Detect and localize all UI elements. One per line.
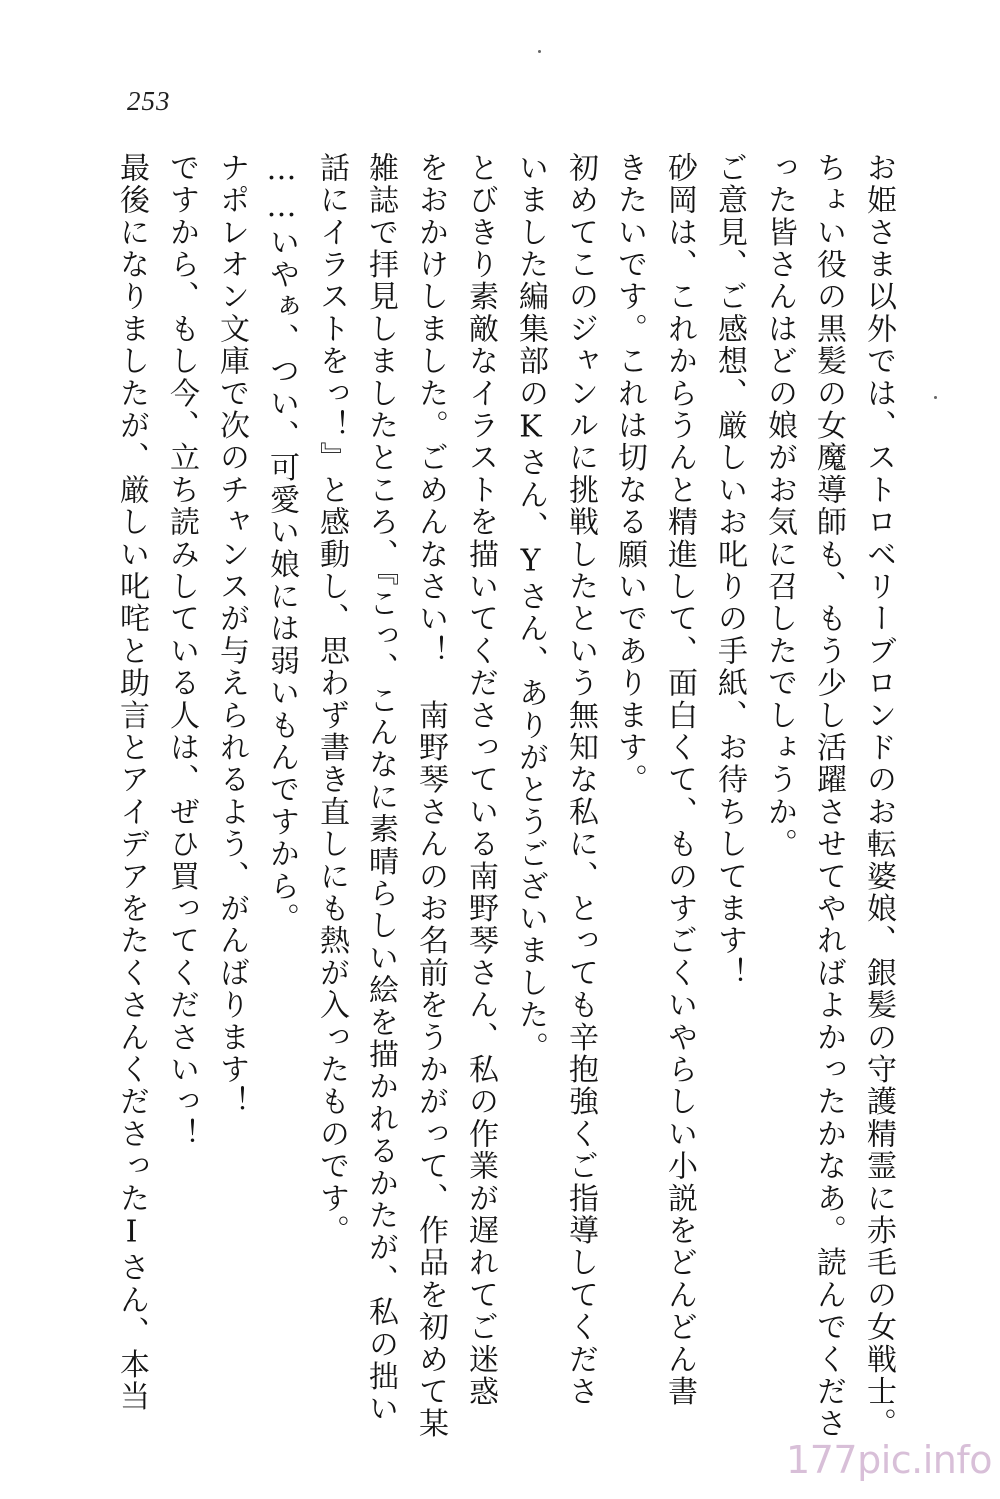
text-column: ですから、もし今、立ち読みしている人は、ぜひ買ってくださいっ！	[164, 152, 199, 1151]
watermark: 177pic.info	[786, 1438, 992, 1482]
text-column: ……いやぁ、つい、可愛い娘には弱いもんですから。	[264, 152, 299, 935]
text-column: ご意見、ご感想、厳しいお叱りの手紙、お待ちしてます！	[712, 152, 747, 990]
scan-speck	[538, 50, 541, 53]
text-column: いました編集部のKさん、Yさん、ありがとうございました。	[513, 152, 548, 1064]
text-column: 最後になりましたが、厳しい叱咤と助言とアイデアをたくさんくださったIさん、本当	[114, 152, 149, 1413]
text-column: きたいです。これは切なる願いであります。	[612, 152, 647, 796]
text-column: 初めてこのジャンルに挑戦したという無知な私に、とっても辛抱強くご指導してくださ	[563, 152, 598, 1408]
text-column: 雑誌で拝見しましたところ、『こっ、こんなに素晴らしい絵を描かれるかたが、私の拙い	[363, 152, 398, 1425]
text-column: ちょい役の黒髪の女魔導師も、もう少し活躍させてやればよかったかなあ。読んでくださ	[811, 152, 846, 1440]
page-number: 253	[127, 86, 171, 116]
text-column: ナポレオン文庫で次のチャンスが与えられるよう、がんばります！	[214, 152, 249, 1118]
text-column: った皆さんはどの娘がお気に召したでしょうか。	[762, 152, 797, 861]
scan-speck	[934, 396, 937, 399]
text-column: とびきり素敵なイラストを描いてくださっている南野琴さん、私の作業が遅れてご迷惑	[463, 152, 498, 1408]
text-column: 砂岡は、これからうんと精進して、面白くて、ものすごくいやらしい小説をどんどん書	[662, 152, 697, 1408]
text-column: をおかけしました。ごめんなさい！ 南野琴さんのお名前をうかがって、作品を初めて某	[413, 152, 448, 1440]
text-column: 話にイラストをっ！』と感動し、思わず書き直しにも熱が入ったものです。	[314, 152, 349, 1247]
text-column: お姫さま以外では、ストロベリーブロンドのお転婆娘、銀髪の守護精霊に赤毛の女戦士。	[861, 152, 896, 1440]
